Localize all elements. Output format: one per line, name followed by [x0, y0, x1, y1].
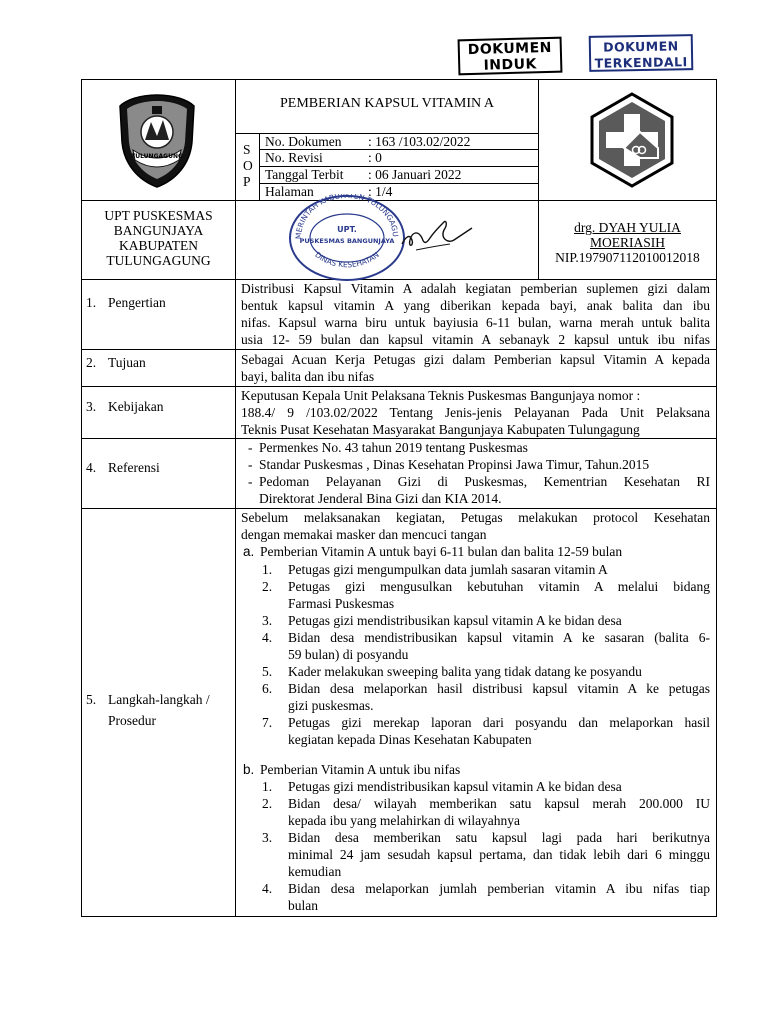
- meta-label: Halaman: [265, 184, 314, 199]
- text-line: Distribusi Kapsul Vitamin A adalah kegiatan pemberian suplemen gizi dalam: [241, 281, 710, 296]
- step-text: Petugas gizi mendistribusikan kapsul vitamin A ke bidan desa: [288, 613, 622, 628]
- seal-center-line: UPT.: [337, 225, 357, 234]
- sublist-marker-a: a.: [243, 544, 255, 559]
- signature: [396, 208, 476, 264]
- step-number: 1.: [262, 779, 273, 794]
- section-label-prosedur: Langkah-langkah /: [108, 692, 210, 707]
- step-number: 3.: [262, 613, 273, 628]
- section-number: 4.: [86, 460, 97, 475]
- tulungagung-regency-logo: [116, 92, 198, 190]
- signature-stroke-icon: [396, 208, 476, 264]
- seal-ring-top-text: MERINTAH KABUPATEN TULUNGAGU: [293, 194, 401, 240]
- step-text: Bidan desa melaporkan jumlah pemberian vitamin A ibu nifas tiap: [288, 881, 710, 896]
- signer-name-line: MOERIASIH: [589, 235, 665, 250]
- section-number: 3.: [86, 399, 97, 414]
- step-text-continuation: Farmasi Puskesmas: [288, 596, 395, 611]
- step-number: 3.: [262, 830, 273, 845]
- step-text-continuation: gizi puskesmas.: [288, 698, 374, 713]
- list-bullet: -: [248, 440, 253, 455]
- text-line: bayi, balita dan ibu nifas: [241, 369, 375, 384]
- sublist-title-b: Pemberian Vitamin A untuk ibu nifas: [260, 762, 461, 777]
- step-text: Bidan desa melaporkan hasil distribusi kapsul vitamin A ke petugas: [288, 681, 710, 696]
- meta-value: : 0: [368, 150, 382, 165]
- step-text-continuation: bulan: [288, 898, 318, 913]
- meta-label: No. Dokumen: [265, 134, 342, 149]
- step-text: Petugas gizi mengusulkan kebutuhan vitamin A melalui bidang: [288, 579, 710, 594]
- step-number: 6.: [262, 681, 273, 696]
- seal-center-line: PUSKESMAS BANGUNJAYA: [299, 237, 395, 245]
- signer-nip: NIP.197907112010012018: [555, 250, 700, 265]
- meta-value: : 1/4: [368, 184, 393, 199]
- step-text: Bidan desa mendistribusikan kapsul vitamin A ke sasaran (balita 6-: [288, 630, 710, 645]
- text-line: Sebagai Acuan Kerja Petugas gizi dalam Pemberian kapsul Vitamin A kepada: [241, 352, 710, 367]
- text-line: Teknis Pusat Kesehatan Masyarakat Bangunjaya Kabupaten Tulungagung: [241, 422, 640, 437]
- section-label-referensi: Referensi: [108, 460, 160, 475]
- meta-value: : 06 Januari 2022: [368, 167, 462, 182]
- list-item: Permenkes No. 43 tahun 2019 tentang Puskesmas: [259, 440, 528, 455]
- list-bullet: -: [248, 457, 253, 472]
- step-text: Petugas gizi mengumpulkan data jumlah sasaran vitamin A: [288, 562, 608, 577]
- section-label-pengertian: Pengertian: [108, 295, 166, 310]
- list-item: Standar Puskesmas , Dinas Kesehatan Propinsi Jawa Timur, Tahun.2015: [259, 457, 650, 472]
- stamp-line: INDUK: [483, 56, 538, 74]
- text-line: dengan memakai masker dan mencuci tangan: [241, 527, 487, 542]
- shield-emblem-icon: [116, 92, 198, 190]
- step-number: 2.: [262, 796, 273, 811]
- dokumen-induk-stamp: [458, 37, 563, 76]
- section-label-kebijakan: Kebijakan: [108, 399, 164, 414]
- meta-label: No. Revisi: [265, 150, 323, 165]
- text-line: 188.4/ 9 /103.02/2022 Tentang Jenis-jenis Pelayanan Pada Unit Pelaksana: [241, 405, 710, 420]
- list-bullet: -: [248, 474, 253, 489]
- text-line: Sebelum melaksanakan kegiatan, Petugas melakukan protocol Kesehatan: [241, 510, 710, 525]
- text-line: nifas. Kapsul warna biru untuk bayiusia 6-11 bulan, warna merah untuk balita: [241, 315, 710, 330]
- sop-letter: P: [243, 174, 251, 189]
- puskesmas-logo: [584, 92, 680, 188]
- step-number: 2.: [262, 579, 273, 594]
- step-text: Bidan desa/ wilayah memberikan satu kapsul merah 200.000 IU: [288, 796, 710, 811]
- org-line: UPT PUSKESMAS: [104, 208, 213, 223]
- step-number: 1.: [262, 562, 273, 577]
- step-number: 4.: [262, 630, 273, 645]
- stamp-line: TERKENDALI: [594, 54, 688, 71]
- org-line: BANGUNJAYA: [113, 223, 204, 238]
- step-text-continuation: kemudian: [288, 864, 342, 879]
- step-text-continuation: kegiatan kepada Dinas Kesehatan Kabupaten: [288, 732, 532, 747]
- step-text: Kader melakukan sweeping balita yang tidak datang ke posyandu: [288, 664, 642, 679]
- step-text-continuation: minimal 24 jam sesudah kapsul pertama, dan tidak lebih dari 6 minggu: [288, 847, 710, 862]
- step-number: 4.: [262, 881, 273, 896]
- step-number: 5.: [262, 664, 273, 679]
- list-item-continuation: Direktorat Jenderal Bina Gizi dan KIA 2014.: [259, 491, 502, 506]
- list-item: Pedoman Pelayanan Gizi di Puskesmas, Kementrian Kesehatan RI: [259, 474, 710, 489]
- official-seal: [287, 194, 407, 282]
- text-line: usia 12- 59 bulan dan kapsul vitamin A sebanayk 2 kapsul untuk ibu nifas: [241, 332, 710, 347]
- seal-ring-bottom-text: DINAS KESEHATAN: [313, 250, 381, 270]
- signer-name-line: drg. DYAH YULIA: [574, 220, 681, 235]
- sublist-marker-b: b.: [243, 762, 255, 777]
- text-line: Keputusan Kepala Unit Pelaksana Teknis Puskesmas Bangunjaya nomor :: [241, 388, 641, 403]
- document-title: PEMBERIAN KAPSUL VITAMIN A: [280, 96, 494, 111]
- text-line: bentuk kapsul vitamin A yang diberikan kepada bayi, anak balita dan ibu: [241, 298, 710, 313]
- step-text: Petugas gizi mendistribusikan kapsul vitamin A ke bidan desa: [288, 779, 622, 794]
- sop-letter: S: [243, 142, 251, 157]
- dokumen-terkendali-stamp: [589, 34, 694, 72]
- health-cross-icon: [584, 92, 680, 188]
- step-text-continuation: 59 bulan) di posyandu: [288, 647, 409, 662]
- stamp-line: DOKUMEN: [602, 38, 679, 55]
- step-number: 7.: [262, 715, 273, 730]
- org-line: TULUNGAGUNG: [106, 253, 211, 268]
- sublist-title-a: Pemberian Vitamin A untuk bayi 6-11 bulan dan balita 12-59 bulan: [260, 544, 623, 559]
- org-line: KABUPATEN: [118, 238, 199, 253]
- section-number: 5.: [86, 692, 97, 707]
- stamp-line: DOKUMEN: [467, 39, 553, 59]
- section-number: 1.: [86, 295, 97, 310]
- meta-value: : 163 /103.02/2022: [368, 134, 471, 149]
- section-number: 2.: [86, 355, 97, 370]
- sop-letter: O: [243, 158, 253, 173]
- logo-banner-text: TULUNGAGUNG: [131, 153, 183, 160]
- step-text: Bidan desa memberikan satu kapsul lagi pada hari berikutnya: [288, 830, 710, 845]
- section-label-tujuan: Tujuan: [108, 355, 146, 370]
- meta-label: Tanggal Terbit: [265, 167, 344, 182]
- section-label-prosedur: Prosedur: [108, 713, 156, 728]
- step-text: Petugas gizi merekap laporan dari posyandu dan melaporkan hasil: [288, 715, 710, 730]
- step-text-continuation: kepada ibu yang melahirkan di wilayahnya: [288, 813, 521, 828]
